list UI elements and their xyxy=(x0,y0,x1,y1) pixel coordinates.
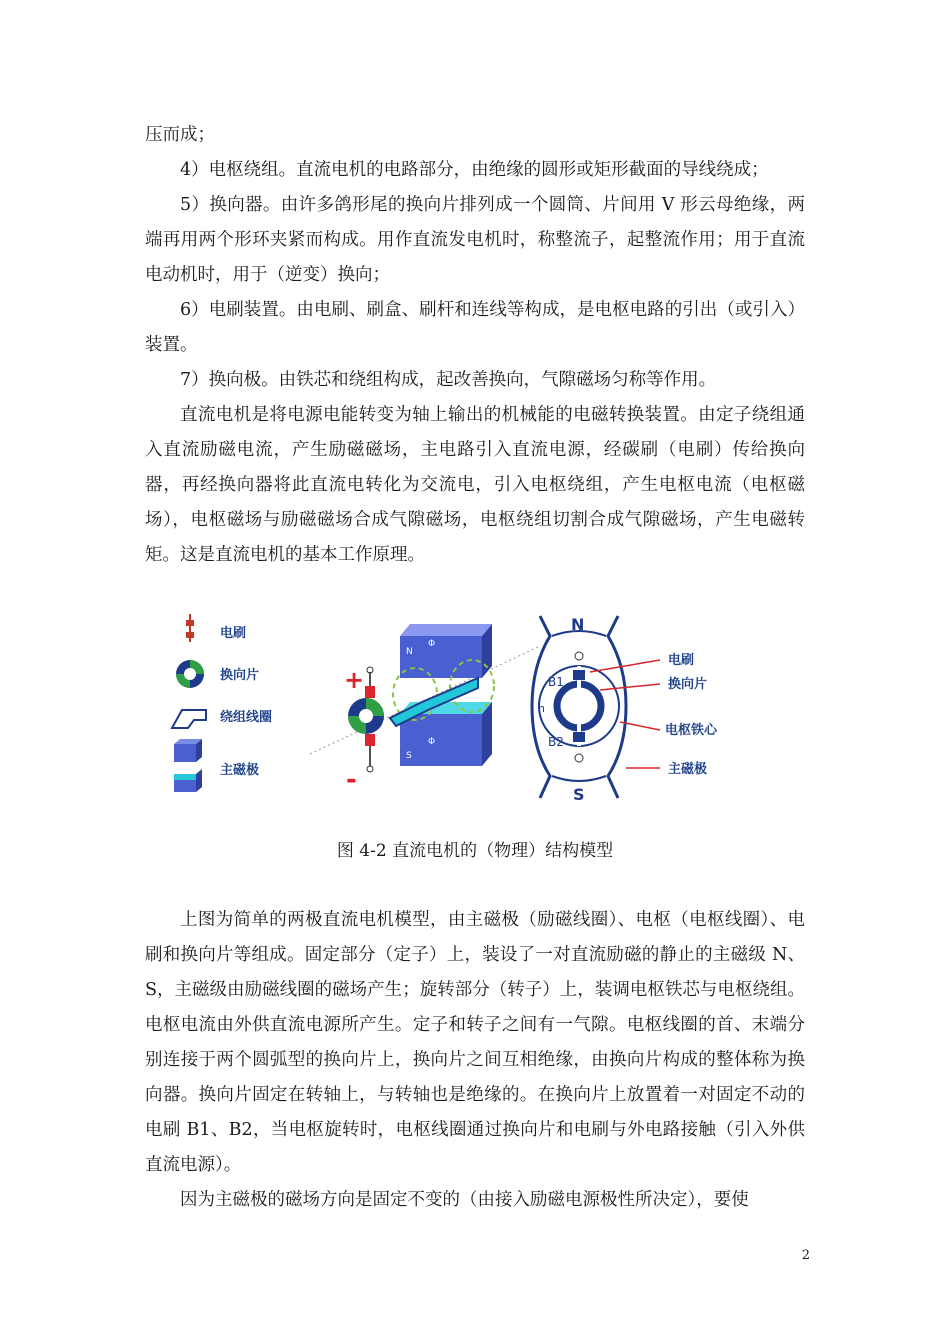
rotation-label: n xyxy=(538,702,545,715)
cross-section-pole-n: N xyxy=(571,615,585,634)
label-commutator: 换向片 xyxy=(668,677,708,692)
cross-section-pole-s: S xyxy=(573,785,585,804)
legend-label-coil: 绕组线圈 xyxy=(220,710,273,725)
figure-caption: 图 4-2 直流电机的（物理）结构模型 xyxy=(336,841,614,861)
paragraph: 5）换向器。由许多鸽形尾的换向片排列成一个圆筒、片间用 V 形云母绝缘，两端再用两个形环夹紧而构成。用作直流发电机时，称整流子，起整流作用；用于直流电动机时，用于（逆变）换向； xyxy=(145,195,805,285)
label-armature-core: 电枢铁心 xyxy=(665,723,718,738)
dc-motor-figure xyxy=(160,606,760,806)
label-brush: 电刷 xyxy=(668,653,695,668)
lower-flux-symbol: Φ xyxy=(428,737,436,747)
paragraph: 压而成； xyxy=(145,125,215,145)
coil-icon xyxy=(172,710,206,728)
paragraph: 7）换向极。由铁芯和绕组构成，起改善换向，气隙磁场匀称等作用。 xyxy=(180,370,717,390)
paragraph: 4）电枢绕组。直流电机的电路部分，由绝缘的圆形或矩形截面的导线绕成； xyxy=(180,160,769,180)
right-cross-section xyxy=(532,615,718,804)
minus-terminal-sign: - xyxy=(346,765,357,795)
paragraph: 因为主磁极的磁场方向是固定不变的（由接入励磁电源极性所决定），要使 xyxy=(180,1190,749,1210)
paragraph: 上图为简单的两极直流电机模型，由主磁极（励磁线圈）、电枢（电枢线圈）、电刷和换向片等组成。固定部分（定子）上，装设了一对直流励磁的静止的主磁级 N、S，主磁级由励磁线圈的磁场产生；旋转部分（转子）上，装调电枢铁芯与电枢绕组。电枢电流由外供直流电源所产生。定子和转子之间有一气隙。电枢线圈的首、末端分别连接于两个圆弧型的换向片上，换向片之间互相绝缘，由换向片构成的整体称为换向器。换向片固定在转轴上，与转轴也是绝缘的。在换向片上放置着一对固定不动的电刷 B1、B2，当电枢旋转时，电枢线圈通过换向片和电刷与外电路接触（引入外供直流电源）。 xyxy=(145,910,805,1175)
brush-b2-label: B2 xyxy=(548,735,564,749)
lower-pole-letter: S xyxy=(406,751,412,761)
figure-legend xyxy=(172,614,272,792)
left-motor-model xyxy=(310,624,540,795)
brush-b1-label: B1 xyxy=(548,675,564,689)
main-pole-icon xyxy=(174,739,202,792)
commutator-icon xyxy=(176,660,204,688)
label-main-pole: 主磁极 xyxy=(668,762,708,777)
brush-icon xyxy=(186,614,194,642)
legend-label-brush: 电刷 xyxy=(220,626,247,641)
page-number: 2 xyxy=(801,1248,810,1263)
upper-pole-letter: N xyxy=(406,647,413,657)
legend-label-main-pole: 主磁极 xyxy=(220,763,260,778)
paragraph: 6）电刷装置。由电刷、刷盒、刷杆和连线等构成，是电枢电路的引出（或引入）装置。 xyxy=(145,300,805,355)
upper-flux-symbol: Φ xyxy=(428,639,436,649)
paragraph: 直流电机是将电源电能转变为轴上输出的机械能的电磁转换装置。由定子绕组通入直流励磁电流，产生励磁磁场，主电路引入直流电源，经碳刷（电刷）传给换向器，再经换向器将此直流电转化为交流电，引入电枢绕组，产生电枢电流（电枢磁场），电枢磁场与励磁磁场合成气隙磁场，电枢绕组切割合成气隙磁场，产生电磁转矩。这是直流电机的基本工作原理。 xyxy=(145,405,805,565)
legend-label-commutator: 换向片 xyxy=(220,668,260,683)
plus-terminal-sign: + xyxy=(344,666,365,694)
